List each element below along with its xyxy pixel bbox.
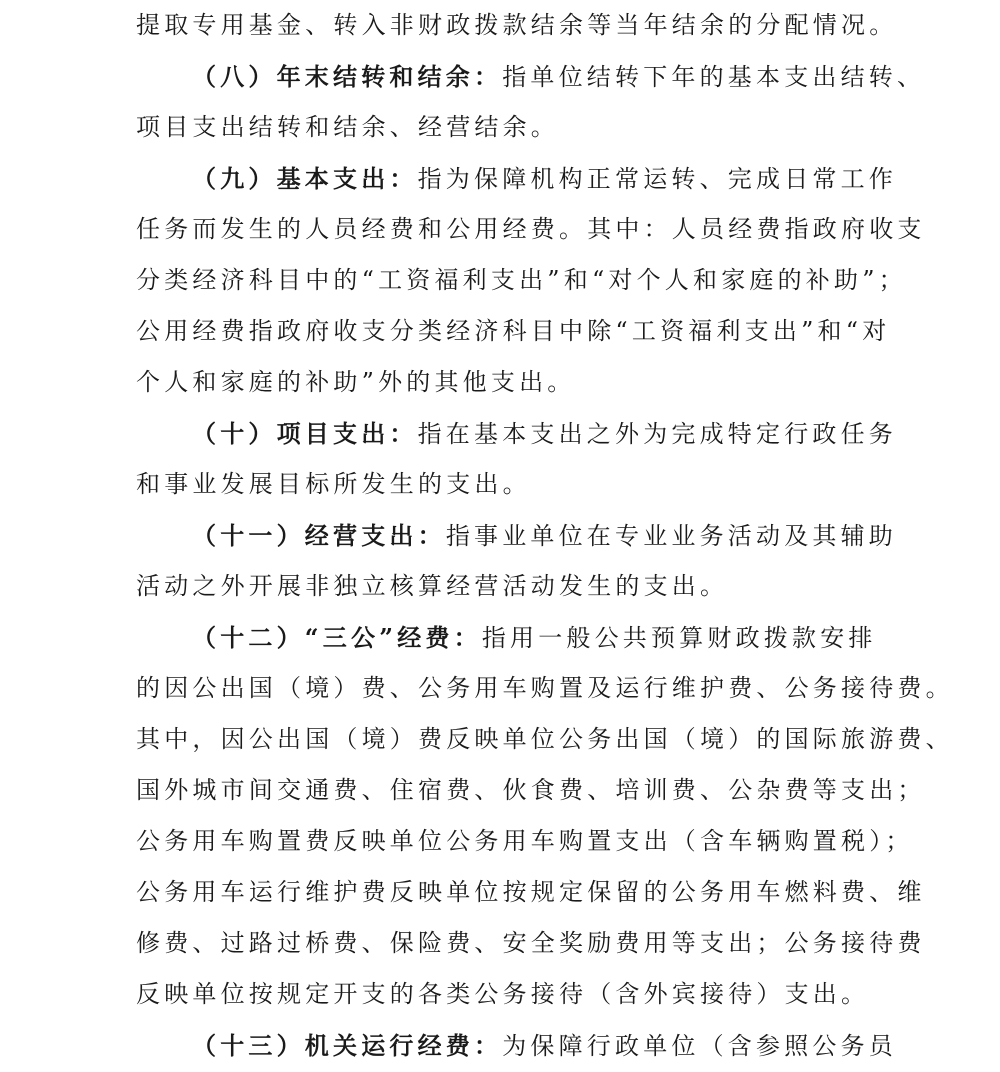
line-text: 个人和家庭的补助”外的其他支出。 xyxy=(136,368,576,396)
paragraph xyxy=(136,1020,896,1071)
definition-term: （八）年末结转和结余： xyxy=(192,62,503,91)
line-text: 指事业单位在专业业务活动及其辅助 xyxy=(445,522,898,550)
line-text: 指为保障机构正常运转、完成日常工作 xyxy=(417,165,898,193)
definition-term: （十二）“三公”经费： xyxy=(192,623,482,652)
paragraph xyxy=(136,51,926,153)
definition-term: （十）项目支出： xyxy=(192,419,418,448)
line-text: 国外城市间交通费、住宿费、伙食费、培训费、公杂费等支出； xyxy=(136,776,926,804)
line-text: 修费、过路过桥费、保险费、安全奖励费用等支出；公务接待费 xyxy=(136,929,926,957)
line-text: 反映单位按规定开支的各类公务接待（含外宾接待）支出。 xyxy=(136,980,870,1008)
definition-term: （九）基本支出： xyxy=(192,164,418,193)
line-text: 提取专用基金、转入非财政拨款结余等当年结余的分配情况。 xyxy=(136,11,898,39)
text-line xyxy=(136,765,926,816)
text-line xyxy=(136,0,896,51)
line-text: 的因公出国（境）费、公务用车购置及运行维护费、公务接待费。 xyxy=(136,674,954,702)
definition-term: （十一）经营支出： xyxy=(192,521,446,550)
line-text: 其中，因公出国（境）费反映单位公务出国（境）的国际旅游费、 xyxy=(136,725,954,753)
line-text: 公务用车运行维护费反映单位按规定保留的公务用车燃料费、维 xyxy=(136,878,926,906)
line-text: 公务用车购置费反映单位公务用车购置支出（含车辆购置税）； xyxy=(136,827,914,855)
paragraph xyxy=(136,408,896,510)
line-text: 公用经费指政府收支分类经济科目中除“工资福利支出”和“对 xyxy=(136,317,891,345)
text-line xyxy=(136,204,926,255)
text-line xyxy=(136,255,907,306)
line-text: 指单位结转下年的基本支出结转、 xyxy=(502,63,926,91)
text-line xyxy=(136,357,896,408)
text-line xyxy=(136,918,926,969)
text-line xyxy=(136,867,926,918)
text-line xyxy=(136,663,954,714)
line-text: 项目支出结转和结余、经营结余。 xyxy=(136,113,559,141)
paragraph xyxy=(136,612,954,1020)
text-line xyxy=(136,1020,896,1071)
text-line xyxy=(136,408,896,459)
line-text: 和事业发展目标所发生的支出。 xyxy=(136,470,531,498)
text-line xyxy=(136,102,896,153)
line-text: 分类经济科目中的“工资福利支出”和“对个人和家庭的补助”； xyxy=(136,266,907,294)
text-line xyxy=(136,510,896,561)
paragraph xyxy=(136,153,926,408)
line-text: 指在基本支出之外为完成特定行政任务 xyxy=(417,420,898,448)
text-line xyxy=(136,816,914,867)
text-line xyxy=(136,561,896,612)
text-line xyxy=(136,153,896,204)
line-text: 任务而发生的人员经费和公用经费。其中：人员经费指政府收支 xyxy=(136,215,926,243)
paragraph xyxy=(136,510,896,612)
line-text: 指用一般公共预算财政拨款安排 xyxy=(481,624,877,652)
text-line xyxy=(136,459,896,510)
text-line xyxy=(136,969,896,1020)
document-page xyxy=(136,0,954,1071)
text-line xyxy=(136,51,926,102)
line-text: 为保障行政单位（含参照公务员 xyxy=(502,1032,898,1060)
text-line xyxy=(136,612,896,663)
text-line xyxy=(136,306,896,357)
text-line xyxy=(136,714,954,765)
definition-term: （十三）机关运行经费： xyxy=(192,1031,503,1060)
line-text: 活动之外开展非独立核算经营活动发生的支出。 xyxy=(136,572,729,600)
paragraph xyxy=(136,0,896,51)
